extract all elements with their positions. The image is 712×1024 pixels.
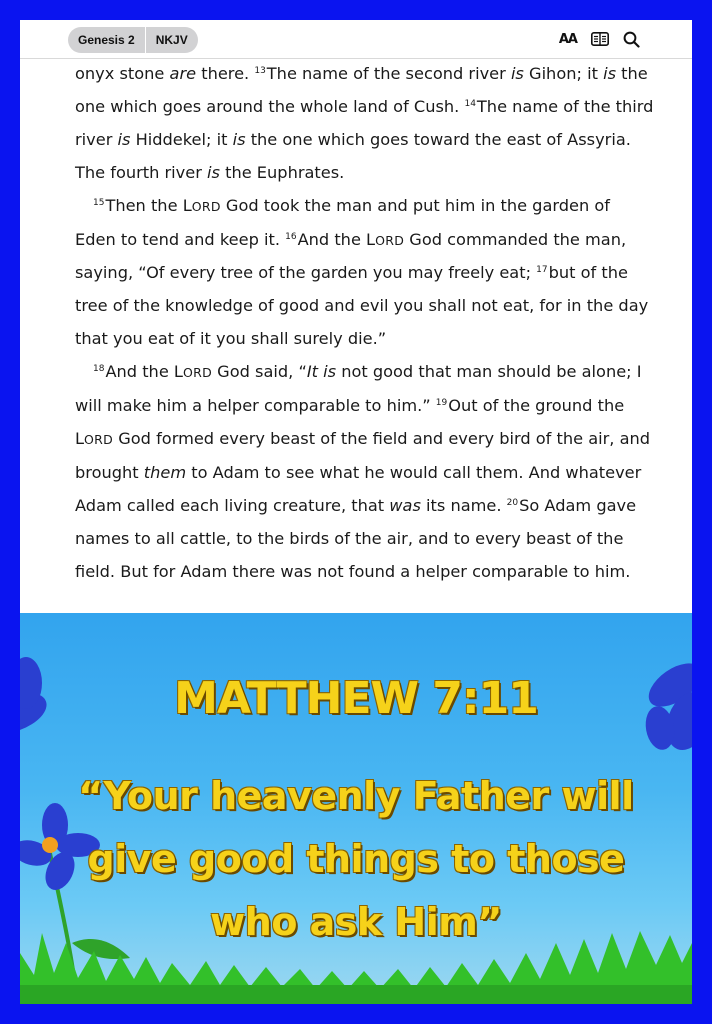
book-chapter-button[interactable]: Genesis 2: [78, 33, 135, 47]
verse-image-banner: [20, 613, 692, 1004]
banner-title: MATTHEW 7:11: [174, 673, 538, 724]
quote-line: “Your heavenly Father will: [78, 774, 634, 818]
font-size-icon[interactable]: AA: [558, 31, 577, 47]
text-run: God commanded the man, saying, “Of every tree of the garden you may freely eat;: [75, 229, 627, 283]
text-run: Out of the ground the: [448, 396, 625, 416]
lord-small-caps: L: [173, 362, 183, 382]
scripture-text: [75, 58, 655, 589]
translation-button[interactable]: NKJV: [155, 33, 188, 47]
text-run: its name.: [420, 495, 507, 515]
lord-small-caps: ORD: [191, 198, 221, 214]
text-run: God formed every beast of the field and every bird of the air, and brought: [75, 428, 651, 482]
verse-number-19[interactable]: 19: [435, 398, 448, 409]
text-run: God took the man and put him in the garden of Eden to tend and keep it.: [75, 195, 610, 249]
text-run: So Adam gave names to all cattle, to the birds of the air, and to every beast of the field. But for Adam there was not found a helper comparable to him.: [75, 495, 637, 581]
italic-word: was: [389, 495, 421, 515]
text-run: Gihon; it: [523, 64, 604, 83]
text-run: the Euphrates.: [219, 162, 345, 182]
banner-quote: [20, 765, 692, 954]
verse-number-16[interactable]: 16: [285, 231, 297, 242]
italic-word: them: [143, 462, 187, 482]
lord-small-caps: L: [366, 229, 376, 249]
reference-selector: [68, 27, 198, 53]
text-run: to Adam to see what he would call them. And whatever Adam called each living creature, that: [75, 462, 642, 515]
verse-number-20[interactable]: 20: [506, 497, 519, 508]
text-run: onyx stone: [75, 64, 170, 83]
verse-number-13[interactable]: 13: [254, 66, 266, 76]
text-run: And the: [105, 362, 174, 382]
verse-number-18[interactable]: 18: [93, 364, 105, 375]
text-run: but of the tree of the knowledge of good and evil you shall not eat, for in the day that you eat of it you shall surely die.”: [75, 263, 649, 349]
text-run: the one which goes toward the east of Assyria. The fourth river: [75, 129, 631, 182]
italic-word: It is: [306, 362, 337, 382]
toolbar-icons: [559, 29, 640, 49]
text-run: Then the: [105, 195, 183, 215]
text-run: there.: [196, 64, 255, 83]
lord-small-caps: L: [182, 195, 192, 215]
italic-word: are: [169, 64, 197, 83]
lord-small-caps: ORD: [375, 232, 405, 248]
reader-window: [20, 20, 692, 1004]
text-run: God said, “: [212, 362, 307, 382]
lord-small-caps: ORD: [84, 431, 114, 447]
lord-small-caps: ORD: [182, 365, 213, 381]
verse-number-17[interactable]: 17: [536, 265, 548, 276]
text-run: And the: [297, 229, 367, 249]
paragraph-3: [75, 356, 655, 588]
italic-word: is: [603, 64, 617, 83]
search-icon[interactable]: [623, 29, 640, 49]
verse-number-14[interactable]: 14: [464, 98, 476, 109]
italic-word: is: [207, 162, 220, 182]
quote-line: who ask Him”: [210, 900, 502, 944]
reader-toolbar: [20, 20, 692, 59]
text-run: The name of the third river: [75, 96, 654, 149]
text-run: The name of the second river: [266, 64, 511, 83]
text-run: the one which goes around the whole land of Cush.: [75, 64, 648, 116]
paragraph-1: [75, 58, 655, 190]
quote-line: give good things to those: [87, 837, 625, 881]
italic-word: is: [510, 64, 524, 83]
text-run: not good that man should be alone; I will make him a helper comparable to him.”: [75, 362, 642, 416]
lord-small-caps: L: [75, 428, 85, 448]
verse-number-15[interactable]: 15: [93, 197, 105, 208]
italic-word: is: [117, 129, 131, 149]
paragraph-2: [75, 190, 655, 357]
italic-word: is: [232, 129, 246, 149]
text-run: Hiddekel; it: [130, 129, 233, 149]
reader-mode-icon[interactable]: [591, 29, 609, 49]
